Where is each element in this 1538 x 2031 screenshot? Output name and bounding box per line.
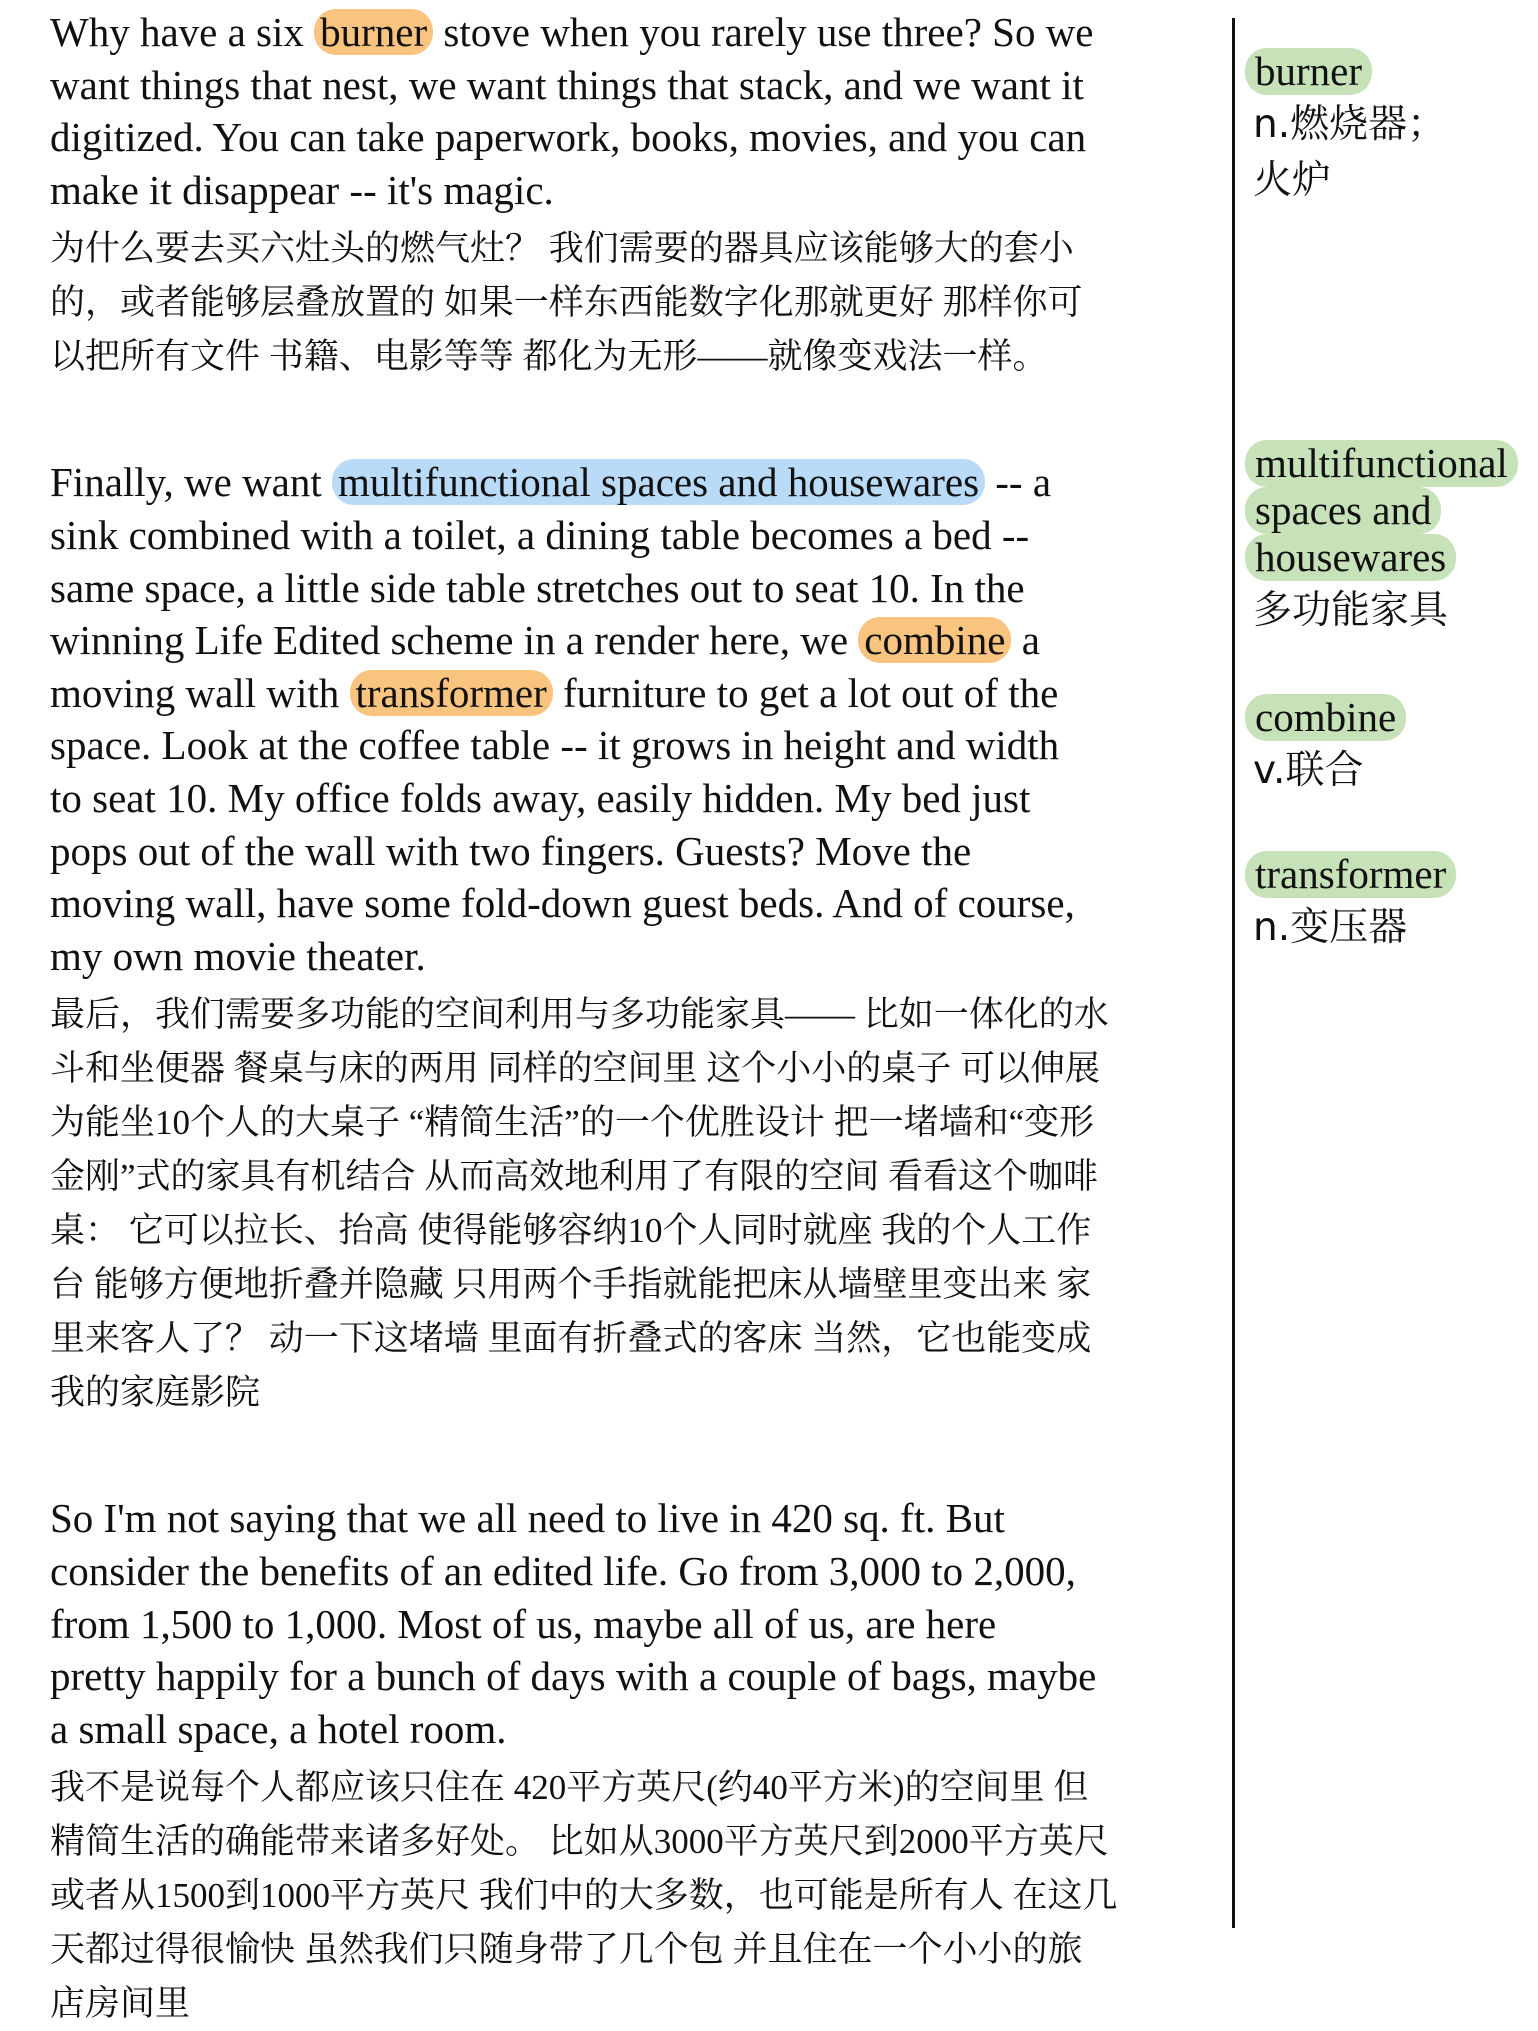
column-divider <box>1232 18 1235 1928</box>
english-line: moving wall, have some fold-down guest beds. And of course, <box>50 880 1075 927</box>
english-line: consider the benefits of an edited life. Go from 3,000 to 2,000, <box>50 1547 1076 1594</box>
english-line: from 1,500 to 1,000. Most of us, maybe all of us, are here <box>50 1600 997 1647</box>
chinese-line: 或者从1500到1000平方英尺 我们中的大多数，也可能是所有人 在这几 <box>50 1876 1118 1916</box>
chinese-line: 天都过得很愉快 虽然我们只随身带了几个包 并且住在一个小小的旅 <box>50 1930 1083 1970</box>
english-line: pretty happily for a bunch of days with a couple of bags, maybe <box>50 1653 1097 1700</box>
chinese-translation <box>50 988 1215 1420</box>
english-line: a small space, a hotel room. <box>50 1705 507 1752</box>
chinese-line: 我的家庭影院 <box>50 1373 261 1413</box>
paragraph-3 <box>50 1492 1215 2031</box>
chinese-line: 金刚”式的家具有机结合 从而高效地利用了有限的空间 看看这个咖啡 <box>50 1157 1099 1197</box>
chinese-translation <box>50 1761 1215 2031</box>
vocab-note-multifunctional[interactable] <box>1245 440 1518 639</box>
english-line: Why have a six burner stove when you rarely use three? So we <box>50 9 1094 55</box>
chinese-line: 我不是说每个人都应该只住在 420平方英尺(约40平方米)的空间里 但 <box>50 1768 1089 1808</box>
chinese-line: 精简生活的确能带来诸多好处。 比如从3000平方英尺到2000平方英尺 <box>50 1822 1109 1862</box>
english-line: want things that nest, we want things that stack, and we want it <box>50 61 1084 108</box>
highlight-transformer[interactable]: transformer <box>350 670 553 716</box>
english-line: space. Look at the coffee table -- it grows in height and width <box>50 722 1060 769</box>
chinese-translation <box>50 222 1215 384</box>
vocab-term: multifunctional <box>1245 440 1518 487</box>
chinese-line: 以把所有文件 书籍、电影等等 都化为无形——就像变戏法一样。 <box>50 337 1048 377</box>
paragraph-gap <box>50 1420 1215 1492</box>
highlight-burner[interactable]: burner <box>314 9 433 55</box>
transcript-column <box>50 6 1215 2031</box>
highlight-combine[interactable]: combine <box>858 617 1011 663</box>
vocab-term: housewares <box>1245 534 1456 581</box>
english-line: Finally, we want multifunctional spaces and housewares -- a <box>50 459 1052 506</box>
vocab-definition: 火炉 <box>1253 158 1332 203</box>
english-line: digitized. You can take paperwork, books, movies, and you can <box>50 114 1087 161</box>
paragraph-gap <box>50 384 1215 456</box>
vocab-term: transformer <box>1245 851 1456 898</box>
chinese-line: 最后，我们需要多功能的空间利用与多功能家具—— 比如一体化的水 <box>50 995 1109 1035</box>
vocab-term: burner <box>1245 48 1372 95</box>
chinese-line: 里来客人了？ 动一下这堵墙 里面有折叠式的客床 当然，它也能变成 <box>50 1319 1092 1359</box>
chinese-line: 为什么要去买六灶头的燃气灶？ 我们需要的器具应该能够大的套小 <box>50 229 1074 269</box>
vocab-definition: n.变压器 <box>1253 905 1408 950</box>
highlight-multifunctional[interactable]: multifunctional spaces and housewares <box>332 459 985 505</box>
chinese-line: 为能坐10个人的大桌子 “精简生活”的一个优胜设计 把一堵墙和“变形 <box>50 1103 1095 1143</box>
english-line: my own movie theater. <box>50 932 426 979</box>
vocab-definition: v.联合 <box>1253 748 1364 793</box>
chinese-line: 店房间里 <box>50 1984 191 2024</box>
english-line: sink combined with a toilet, a dining table becomes a bed -- <box>50 511 1030 558</box>
english-line: make it disappear -- it's magic. <box>50 166 554 213</box>
english-line: to seat 10. My office folds away, easily hidden. My bed just <box>50 774 1031 821</box>
vocab-term: spaces and <box>1245 487 1441 534</box>
vocab-note-transformer[interactable] <box>1245 851 1456 956</box>
vocab-term: combine <box>1245 694 1406 741</box>
paragraph-2 <box>50 456 1215 1420</box>
vocab-note-combine[interactable] <box>1245 694 1406 799</box>
vocab-definition: n.燃烧器； <box>1253 102 1447 147</box>
english-line: winning Life Edited scheme in a render here, we combine a <box>50 617 1040 664</box>
vocab-note-burner[interactable] <box>1245 48 1446 209</box>
english-line: same space, a little side table stretches out to seat 10. In the <box>50 564 1025 611</box>
chinese-line: 台 能够方便地折叠并隐藏 只用两个手指就能把床从墙壁里变出来 家 <box>50 1265 1092 1305</box>
english-line: So I'm not saying that we all need to live in 420 sq. ft. But <box>50 1495 1005 1542</box>
chinese-line: 桌： 它可以拉长、抬高 使得能够容纳10个人同时就座 我的个人工作 <box>50 1211 1092 1251</box>
chinese-line: 斗和坐便器 餐桌与床的两用 同样的空间里 这个小小的桌子 可以伸展 <box>50 1049 1101 1089</box>
english-line: pops out of the wall with two fingers. Guests? Move the <box>50 827 972 874</box>
chinese-line: 的，或者能够层叠放置的 如果一样东西能数字化那就更好 那样你可 <box>50 283 1083 323</box>
paragraph-1 <box>50 6 1215 384</box>
vocab-definition: 多功能家具 <box>1253 588 1449 633</box>
english-line: moving wall with transformer furniture to get a lot out of the <box>50 669 1059 716</box>
